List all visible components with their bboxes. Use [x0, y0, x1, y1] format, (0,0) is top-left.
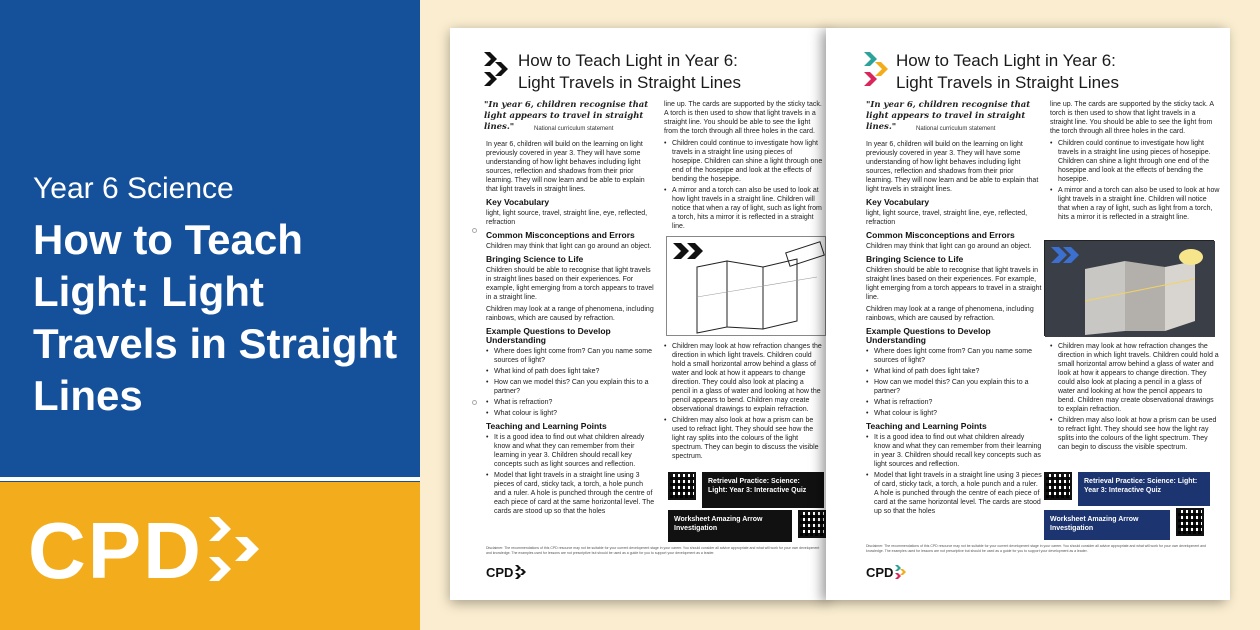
bringing-text-1: Children should be able to recognise that light travels in straight lines based on their experiences. For example, light emerging from a torch appears to travel in a straight line. [866, 267, 1042, 301]
quiz-link-box[interactable]: Retrieval Practice: Science: Light: Year 3: Interactive Quiz [1078, 472, 1210, 506]
sheet-title [896, 50, 1119, 94]
disclaimer: Disclaimer: The recommendations of this CPD resource may not be suitable for your current development stage in your career. You should consider all advice appropriate and what will work for your own development and knowledge. The examples used for lessons are not prescriptive but should be used as a guide for you to support your development as a leader. [866, 544, 1207, 553]
heading-questions: Example Questions to Develop Understanding [486, 326, 611, 345]
disclaimer: Disclaimer: The recommendations of this CPD resource may not be suitable for your current development stage in your career. You should consider all advice appropriate and what will work for your own development and knowledge. The examples used for lessons are not prescriptive but should be used as a guide for you to support your development as a leader. [486, 546, 820, 555]
heading-bringing: Bringing Science to Life [866, 254, 964, 264]
worksheet-preview-colour [826, 28, 1230, 600]
heading-questions: Example Questions to Develop Understanding [866, 326, 991, 345]
chevrons-icon [895, 564, 907, 580]
worksheet-link-box[interactable]: Worksheet Amazing Arrow Investigation [1044, 510, 1170, 540]
qr-code[interactable] [668, 472, 696, 500]
list-item: • What colour is light? [486, 409, 656, 418]
list-item: • Children could continue to investigate how light travels in a straight line using pieces of hosepipe. Children can shine a light through one end of the hosepipe and look at the effects of bending the hosepipe. [1050, 139, 1220, 184]
right-list [1050, 139, 1220, 222]
chevrons-icon [484, 50, 510, 93]
experiment-photo [1044, 240, 1214, 336]
intro-paragraph: In year 6, children will build on the learning on light previously covered in year 3. They will have some understanding of how light behaves including light sources, reflection and shadows from their prior learning. They will now learn and be able to explain that light travels in straight lines. [866, 141, 1039, 193]
teaching-list [486, 433, 656, 516]
questions-list [486, 347, 656, 418]
heading-misconceptions: Common Misconceptions and Errors [866, 230, 1015, 240]
sheet-footer-logo [866, 564, 907, 580]
sheet-title-line1: How to Teach Light in Year 6: [896, 51, 1116, 70]
bringing-text-1: Children should be able to recognise that light travels in straight lines based on their experiences. For example, light emerging from a torch appears to travel in a straight line. [486, 267, 654, 301]
curriculum-quote: "In year 6, children recognise that light appears to travel in straight lines." [866, 100, 1031, 132]
bringing-text-2: Children may look at a range of phenomena, including rainbows, which are caused by refraction. [486, 306, 654, 322]
curriculum-quote: "In year 6, children recognise that light appears to travel in straight lines." [484, 100, 649, 132]
list-item: • Children may look at how refraction changes the direction in which light travels. Children could hold a small horizontal arrow behind a glass of water and look at how it appears to change direction. They could also look at placing a pencil in a glass of water and looking at how the pencil appears to bend. Children may create observational drawings to explain refraction. [1050, 342, 1220, 414]
refraction-list [1050, 342, 1220, 452]
heading-bringing: Bringing Science to Life [486, 254, 584, 264]
questions-list [866, 347, 1042, 418]
heading-misconceptions: Common Misconceptions and Errors [486, 230, 635, 240]
list-item: • What kind of path does light take? [486, 367, 656, 376]
chevrons-icon [209, 511, 271, 592]
heading-teaching: Teaching and Learning Points [866, 421, 987, 431]
heading-vocab: Key Vocabulary [866, 197, 930, 207]
quiz-link-box[interactable]: Retrieval Practice: Science: Light: Year 3: Interactive Quiz [702, 472, 824, 508]
misconceptions-text: Children may think that light can go around an object. [866, 243, 1032, 250]
promo-headline: How to Teach Light: Light Travels in Straight Lines [33, 216, 398, 419]
teaching-list [866, 433, 1042, 516]
left-column [866, 140, 1042, 518]
bringing-text-2: Children may look at a range of phenomena, including rainbows, which are caused by refraction. [866, 306, 1034, 322]
list-item: • How can we model this? Can you explain this to a partner? [486, 378, 656, 396]
continued-text: line up. The cards are supported by the sticky tack. A torch is then used to show that light travels in a straight line. You should be able to see the light from the torch through all three holes in the card. [664, 101, 822, 135]
list-item: • Children may also look at how a prism can be used to refract light. They should see how the light ray splits into the colours of the light spectrum. They can begin to discuss the visible spectrum. [664, 416, 824, 461]
footer-brand-text: CPD [486, 564, 514, 580]
right-column [1050, 100, 1220, 224]
sheet-title-line1: How to Teach Light in Year 6: [518, 51, 738, 70]
list-item: • Children could continue to investigate how light travels in a straight line using pieces of hosepipe. Children can shine a light through one end of the hosepipe and look at the effects of bending the hosepipe. [664, 139, 824, 184]
punch-hole [472, 400, 477, 405]
list-item: • What is refraction? [866, 398, 1042, 407]
quote-source: National curriculum statement [916, 126, 996, 132]
vocab-text: light, light source, travel, straight line, eye, reflected, refraction [486, 210, 648, 226]
list-item: • What is refraction? [486, 398, 656, 407]
heading-teaching: Teaching and Learning Points [486, 421, 607, 431]
intro-paragraph: In year 6, children will build on the learning on light previously covered in year 3. They will have some understanding of how light behaves including light sources, reflection and shadows from their prior learning. They will now learn and be able to explain that light travels in straight lines. [486, 141, 645, 193]
list-item: • Model that light travels in a straight line using 3 pieces of card, sticky tack, a torch, a hole punch and a ruler. A hole is punched through the centre of each piece of card at the same horizontal level. The cards are stood up so that the holes [866, 471, 1042, 516]
punch-hole [472, 228, 477, 233]
qr-code[interactable] [1044, 472, 1072, 500]
sheet-footer-logo [486, 564, 527, 580]
list-item: • What colour is light? [866, 409, 1042, 418]
qr-code[interactable] [1176, 508, 1204, 536]
cpd-logo-text: CPD [28, 506, 203, 595]
right-column-lower [1050, 342, 1220, 454]
sheet-title-line2: Light Travels in Straight Lines [896, 73, 1120, 92]
worksheet-preview-mono [450, 28, 828, 600]
experiment-line-drawing [666, 236, 826, 336]
list-item: • Where does light come from? Can you name some sources of light? [486, 347, 656, 365]
quote-source: National curriculum statement [534, 126, 614, 132]
misconceptions-text: Children may think that light can go around an object. [486, 243, 652, 250]
list-item: • A mirror and a torch can also be used to look at how light travels in a straight line. Children will notice that when a ray of light, such as light from a torch, hits a mirror it is reflected in a straight line. [664, 186, 824, 231]
sheet-title-line2: Light Travels in Straight Lines [518, 73, 742, 92]
heading-vocab: Key Vocabulary [486, 197, 550, 207]
worksheet-link-box[interactable]: Worksheet Amazing Arrow Investigation [668, 510, 792, 542]
footer-brand-text: CPD [866, 564, 894, 580]
list-item: • Model that light travels in a straight line using 3 pieces of card, sticky tack, a torch, a hole punch and a ruler. A hole is punched through the centre of each piece of card at the same horizontal level. The cards are stood up so that the holes [486, 471, 656, 516]
left-column [486, 140, 656, 518]
refraction-list [664, 342, 824, 461]
right-list [664, 139, 824, 231]
list-item: • What kind of path does light take? [866, 367, 1042, 376]
chevrons-icon [864, 50, 890, 93]
list-item: • Where does light come from? Can you name some sources of light? [866, 347, 1042, 365]
continued-text: line up. The cards are supported by the sticky tack. A torch is then used to show that light travels in a straight line. You should be able to see the light from the torch through all three holes in the card. [1050, 101, 1214, 135]
chevrons-icon [515, 564, 527, 580]
list-item: • How can we model this? Can you explain this to a partner? [866, 378, 1042, 396]
right-column-lower [664, 342, 824, 463]
right-column [664, 100, 824, 233]
list-item: • It is a good idea to find out what children already know and what they can remember from their learning in year 3. Children should recall key concepts such as light sources and reflection. [486, 433, 656, 469]
promo-subject: Year 6 Science [33, 172, 234, 205]
list-item: • Children may also look at how a prism can be used to refract light. They should see how the light ray splits into the colours of the light spectrum. They can begin to discuss the visible spectrum. [1050, 416, 1220, 452]
vocab-text: light, light source, travel, straight line, eye, reflected, refraction [866, 210, 1028, 226]
list-item: • Children may look at how refraction changes the direction in which light travels. Children could hold a small horizontal arrow behind a glass of water and look at how it appears to change direction. They could also look at placing a pencil in a glass of water and looking at how the pencil appears to bend. Children may create observational drawings to explain refraction. [664, 342, 824, 414]
qr-code[interactable] [798, 510, 826, 538]
cpd-logo [28, 505, 271, 597]
list-item: • It is a good idea to find out what children already know and what they can remember from their learning in year 3. Children should recall key concepts such as light sources and reflection. [866, 433, 1042, 469]
sheet-title [518, 50, 741, 94]
divider [0, 477, 420, 481]
list-item: • A mirror and a torch can also be used to look at how light travels in a straight line. Children will notice that when a ray of light, such as light from a torch, hits a mirror it is reflected in a straight line. [1050, 186, 1220, 222]
